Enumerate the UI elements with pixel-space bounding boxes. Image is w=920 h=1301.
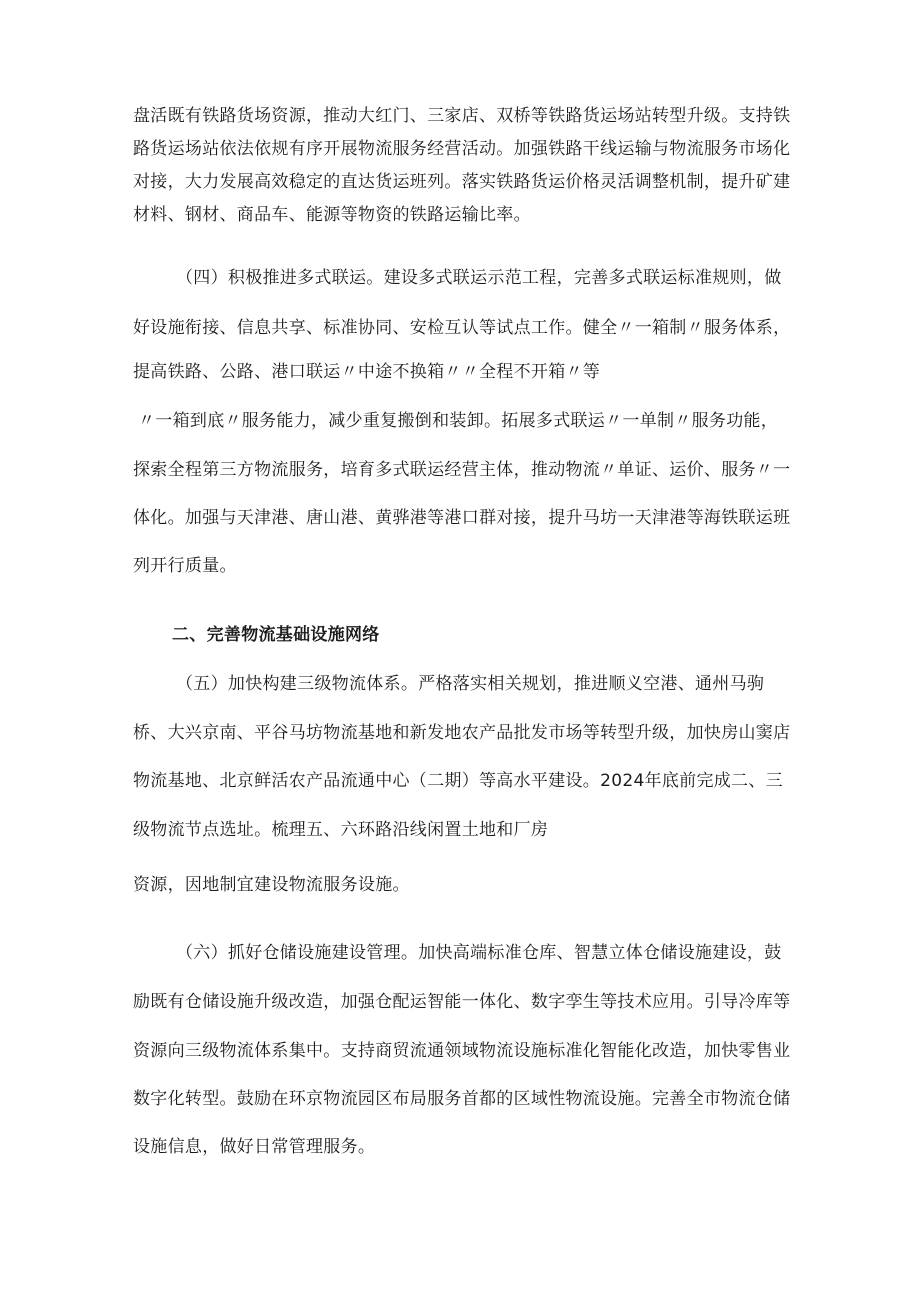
text-line: 好设施衔接、信息共享、标准协同、安检互认等试点工作。健全〃一箱制〃服务体系，: [133, 318, 791, 338]
text-line: （六）抓好仓储设施建设管理。加快高端标准仓库、智慧立体仓储设施建设，鼓: [176, 943, 782, 963]
section-heading: 二、完善物流基础设施网络: [172, 625, 380, 645]
text-line: 资源向三级物流体系集中。支持商贸流通领域物流设施标准化智能化改造，加快零售业: [133, 1041, 791, 1061]
text-line: 物流基地、北京鲜活农产品流通中心（二期）等高水平建设。2024年底前完成二、三: [133, 771, 783, 791]
text-line: 桥、大兴京南、平谷马坊物流基地和新发地农产品批发市场等转型升级，加快房山窦店: [133, 723, 791, 743]
text-line: 体化。加强与天津港、唐山港、黄骅港等港口群对接，提升马坊一天津港等海铁联运班: [133, 508, 791, 528]
text-line: 数字化转型。鼓励在环京物流园区布局服务首都的区域性物流设施。完善全市物流仓储: [133, 1089, 791, 1109]
text-line: 励既有仓储设施升级改造，加强仓配运智能一体化、数字孪生等技术应用。引导冷库等: [133, 992, 791, 1012]
text-line: 资源，因地制宜建设物流服务设施。: [133, 875, 410, 895]
text-line: （五）加快构建三级物流体系。严格落实相关规划，推进顺义空港、通州马驹: [176, 674, 765, 694]
text-line: 探索全程第三方物流服务，培育多式联运经营主体，推动物流〃单证、运价、服务〃一: [133, 460, 791, 480]
text-line: 材料、钢材、商品车、能源等物资的铁路运输比率。: [133, 205, 531, 225]
text-line: 对接，大力发展高效稳定的直达货运班列。落实铁路货运价格灵活调整机制，提升矿建: [133, 172, 791, 192]
text-line: 设施信息，做好日常管理服务。: [133, 1137, 376, 1157]
text-line: 盘活既有铁路货场资源，推动大红门、三家店、双桥等铁路货运场站转型升级。支持铁: [133, 106, 791, 126]
text-line: 列开行质量。: [133, 556, 237, 576]
text-line: 路货运场站依法依规有序开展物流服务经营活动。加强铁路干线运输与物流服务市场化: [133, 139, 791, 159]
text-line: 级物流节点选址。梳理五、六环路沿线闲置土地和厂房: [133, 820, 549, 840]
text-line: （四）积极推进多式联运。建设多式联运示范工程，完善多式联运标准规则，做: [176, 268, 782, 288]
text-line: 提高铁路、公路、港口联运〃中途不换箱〃〃全程不开箱〃等: [133, 362, 601, 382]
text-line: 〃一箱到底〃服务能力，减少重复搬倒和装卸。拓展多式联运〃一单制〃服务功能，: [138, 411, 779, 431]
